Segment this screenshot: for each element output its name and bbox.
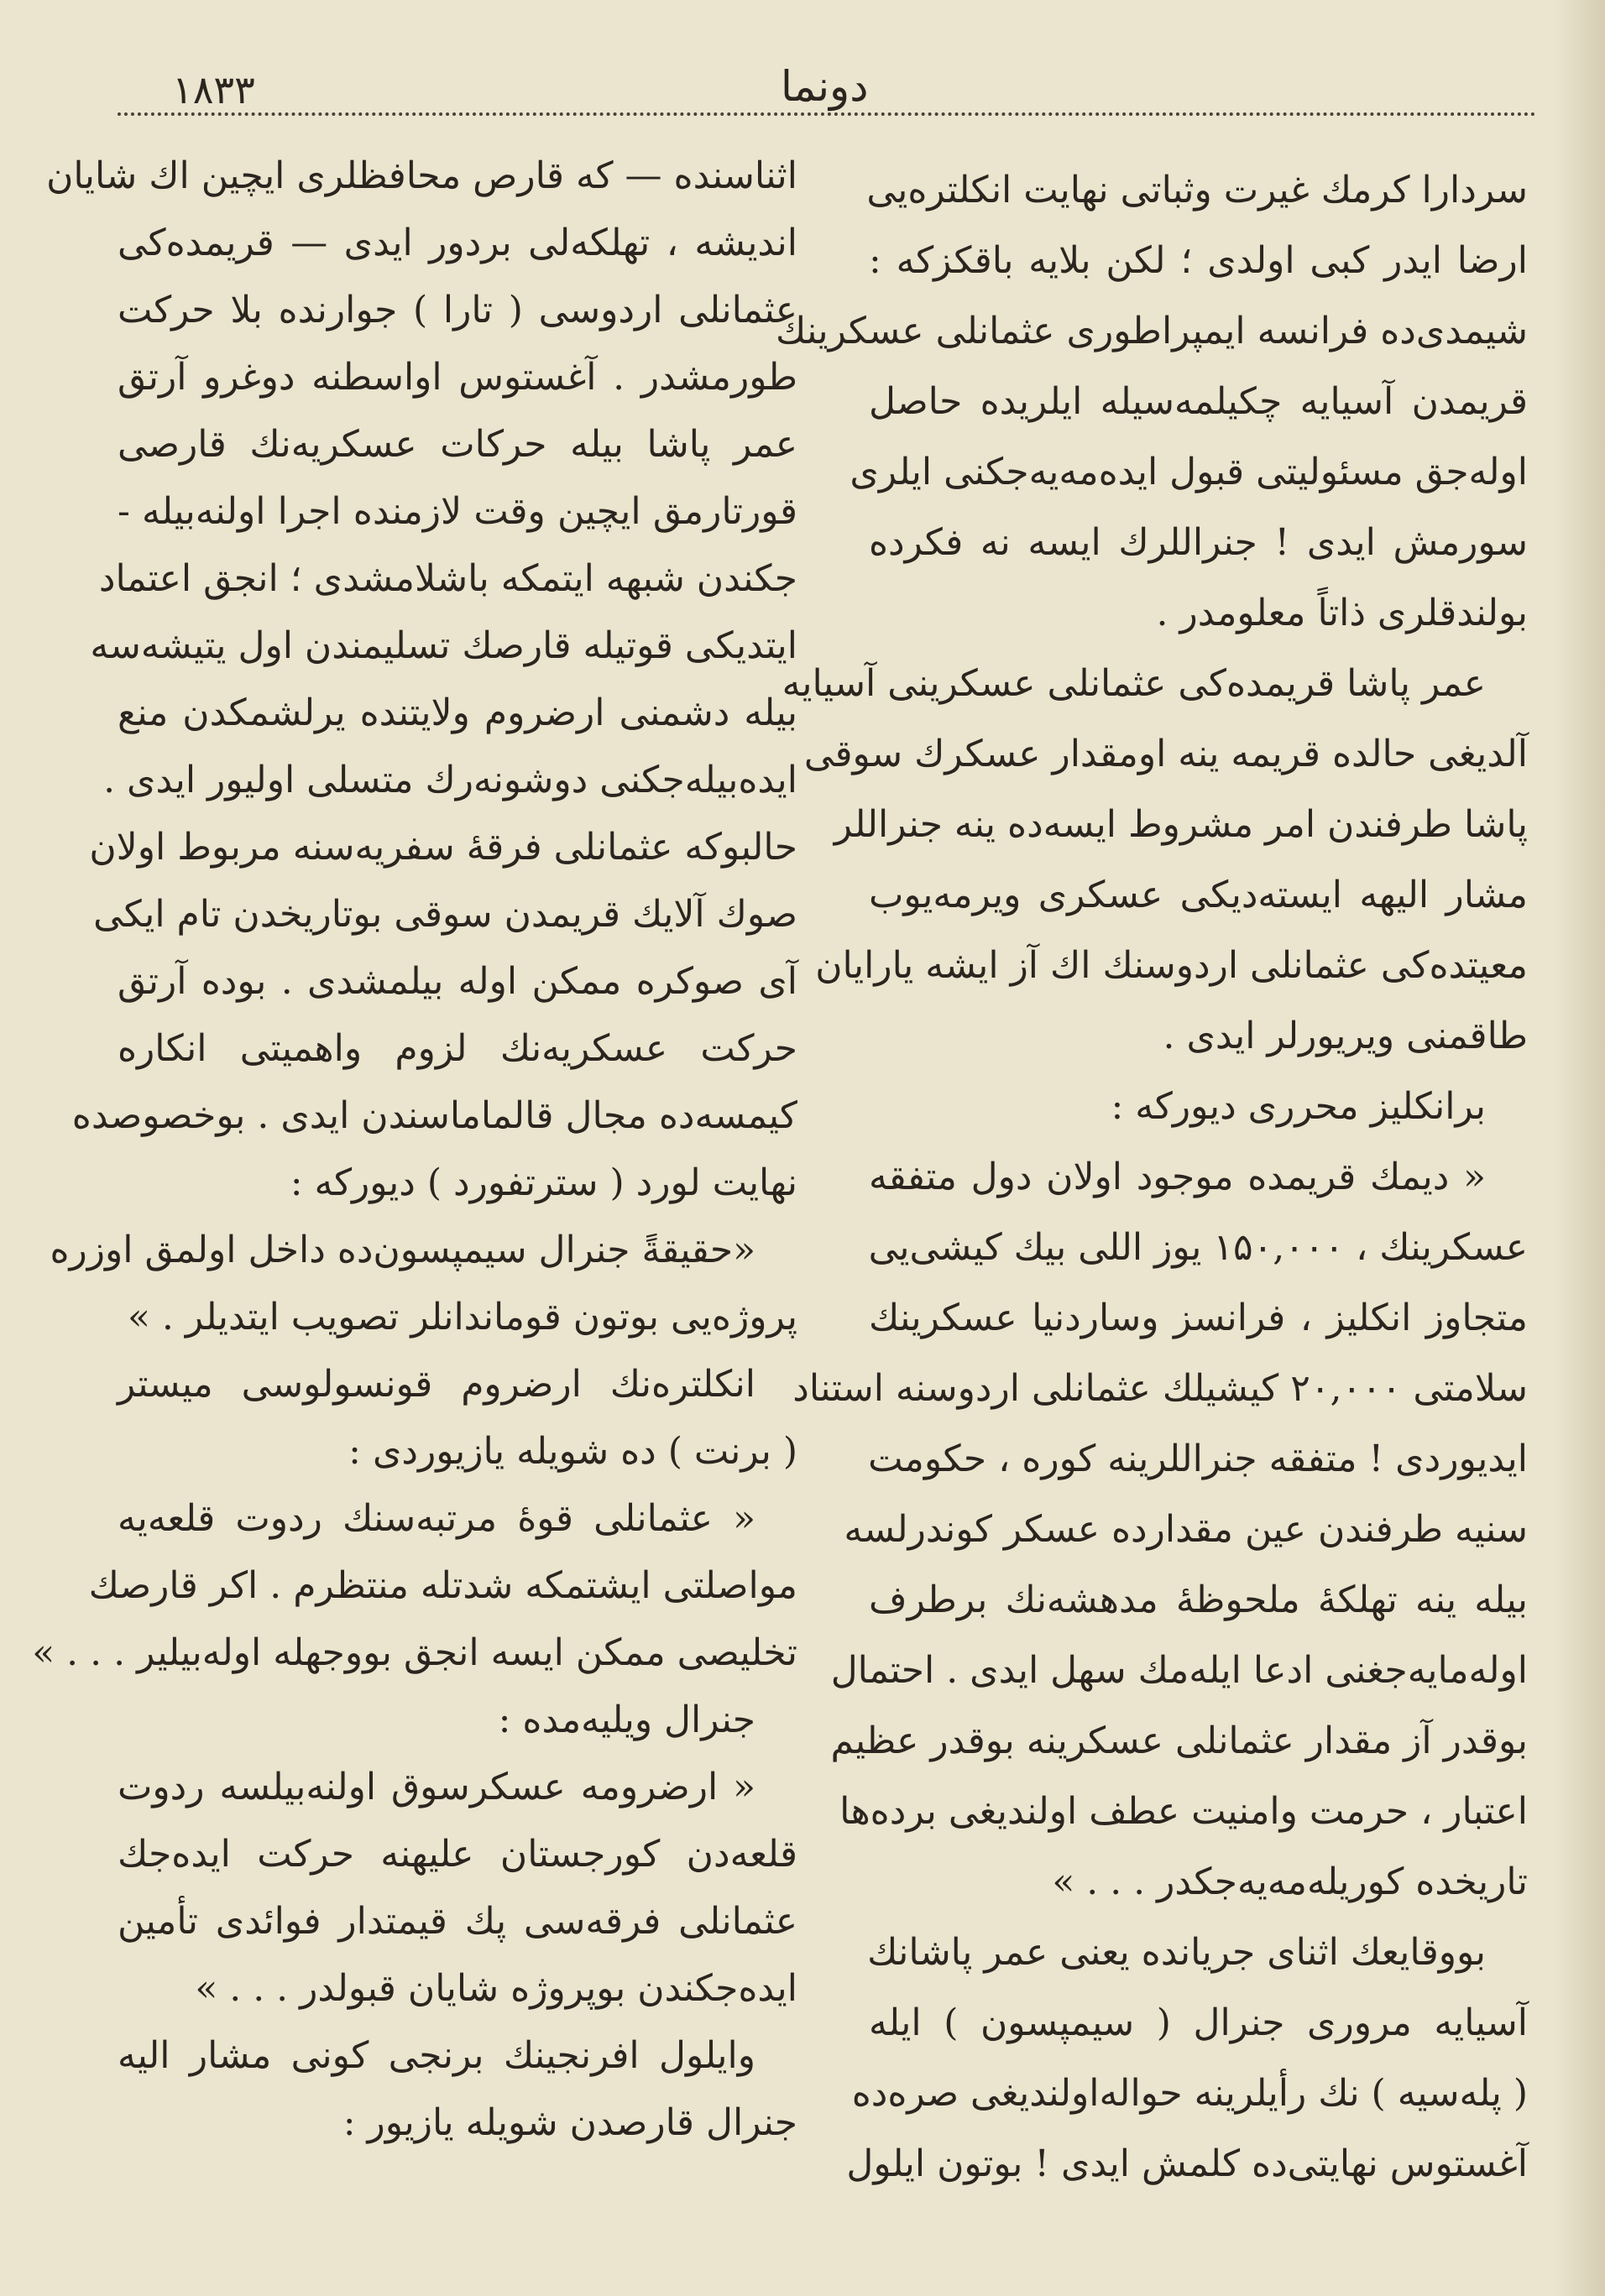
text-line: سورمش ایدی ! جنراللرك ایسه نه فکرده: [869, 521, 1528, 564]
text-line: عمر پاشا قریمده‌کی عثمانلی عسکرینی آسیایه: [782, 662, 1486, 705]
text-line: اثناسنده — که قارص محافظلری ایچین اك شایان: [46, 154, 797, 197]
text-line: پاشا طرفندن امر مشروط ایسه‌ده ینه جنراللر: [834, 803, 1528, 846]
page-edge-shadow: [1555, 0, 1605, 2296]
text-line: ( برنت ) ده شویله یازیوردی :: [348, 1430, 797, 1473]
text-line: « عثمانلی قوهٔ مرتبه‌سنك ردوت قلعه‌یه: [118, 1497, 755, 1540]
text-line: سردارا کرمك غیرت وثباتی نهایت انکلتره‌یی: [866, 169, 1528, 211]
right-text-column: [775, 155, 1528, 2199]
text-line: قریمدن آسیایه چکیلمه‌سیله ایلریده حاصل: [869, 380, 1528, 423]
text-line: انکلتره‌نك ارضروم قونسولوسی میستر: [118, 1363, 755, 1406]
text-line: جنرال ویلیه‌مده :: [498, 1699, 755, 1741]
text-line: صوك آلایك قریمدن سوقی بوتاریخدن تام ایکی: [93, 893, 797, 936]
text-line: حالبوکه عثمانلی فرقهٔ سفریه‌سنه مربوط اولان: [89, 826, 797, 869]
text-line: ایده‌جکندن بوپروژه شایان قبولدر . . . »: [195, 1967, 797, 2010]
text-line: بیله دشمنی ارضروم ولایتنده یرلشمکدن منع: [118, 691, 797, 734]
text-line: اوله‌جق مسئولیتی قبول ایده‌مه‌یه‌جکنی ایلری: [850, 451, 1528, 493]
text-line: عثمانلی فرقه‌سی پك قیمتدار فوائدی تأمین: [118, 1900, 797, 1943]
text-line: کیمسه‌ده مجال قالماماسندن ایدی . بوخصوصده: [71, 1094, 797, 1137]
text-line: عسکرینك ، ۱۵۰,۰۰۰ یوز اللی بیك کیشی‌یی: [868, 1226, 1528, 1269]
text-line: اعتبار ، حرمت وامنیت عطف اولندیغی برده‌ها: [839, 1790, 1528, 1833]
text-line: ارضا ایدر کبی اولدی ؛ لکن بلایه باقکزکه :: [869, 239, 1528, 282]
text-line: حرکت عسکریه‌نك لزوم واهمیتی انکاره: [118, 1027, 797, 1070]
text-line: وایلول افرنجینك برنجی کونی مشار الیه: [118, 2034, 755, 2077]
text-line: بوقدر آز مقدار عثمانلی عسکرینه بوقدر عظیم: [830, 1719, 1528, 1762]
text-line: ایتدیکی قوتیله قارصك تسلیمندن اول یتیشه‌سه: [90, 624, 797, 667]
text-line: جنرال قارصدن شویله یازیور :: [342, 2101, 797, 2144]
text-line: بووقایعك اثنای جریانده یعنی عمر پاشانك: [867, 1931, 1486, 1974]
text-line: بولندقلری ذاتاً معلومدر .: [1156, 592, 1528, 634]
text-line: عمر پاشا بیله حرکات عسکریه‌نك قارصی: [118, 423, 797, 466]
text-line: طورمشدر . آغستوس اواسطنه دوغرو آرتق: [118, 356, 797, 399]
text-line: آسیایه مروری جنرال ( سیمپسون ) ایله: [869, 2001, 1528, 2044]
text-line: ( پله‌سیه ) نك رأیلرینه حواله‌اولندیغی صره‌ده: [851, 2072, 1528, 2115]
text-line: بیله ینه تهلکهٔ ملحوظهٔ مدهشه‌نك برطرف: [869, 1578, 1528, 1621]
running-title: دونما: [781, 62, 869, 111]
text-line: نهایت لورد ( سترتفورد ) دیورکه :: [290, 1161, 797, 1204]
text-line: مواصلتی ایشتمکه شدتله منتظرم . اکر قارصك: [88, 1564, 797, 1607]
left-text-column: [32, 143, 797, 2157]
text-line: قورتارمق ایچین وقت لازمنده اجرا اولنه‌بیله -: [118, 490, 797, 533]
text-line: اندیشه ، تهلکه‌لی بردور ایدی — قریمده‌کی: [118, 222, 797, 264]
text-line: پروژه‌یی بوتون قوماندانلر تصویب ایتدیلر . »: [128, 1296, 797, 1338]
text-line: شیمدی‌ده فرانسه ایمپراطوری عثمانلی عسکرینك: [775, 310, 1528, 352]
text-line: آلدیغی حالده قریمه ینه اومقدار عسکرك سوقی: [803, 733, 1528, 775]
text-line: آغستوس نهایتی‌ده کلمش ایدی ! بوتون ایلول: [846, 2142, 1528, 2185]
text-line: عثمانلی اردوسی ( تارا ) جوارنده بلا حرکت: [118, 289, 797, 331]
text-line: طاقمنی ویریورلر ایدی .: [1163, 1015, 1528, 1057]
text-line: آی صوکره ممکن اوله بیلمشدی . بوده آرتق: [118, 960, 797, 1003]
text-line: سنیه طرفندن عین مقدارده عسکر کوندرلسه: [844, 1508, 1528, 1551]
text-line: متجاوز انکلیز ، فرانسز وساردنیا عسکرینك: [869, 1297, 1528, 1339]
text-line: معیتده‌کی عثمانلی اردوسنك اك آز ایشه یارایان: [815, 944, 1528, 987]
page-number: ١٨٣٣: [172, 67, 255, 112]
text-line: « ارضرومه عسکرسوق اولنه‌بیلسه ردوت: [118, 1766, 755, 1808]
text-line: « دیمك قریمده موجود اولان دول متفقه: [869, 1156, 1486, 1198]
text-line: جکندن شبهه ایتمکه باشلامشدی ؛ انجق اعتماد: [98, 557, 797, 600]
text-line: سلامتی ۲۰,۰۰۰ کیشیلك عثمانلی اردوسنه استناد: [792, 1367, 1528, 1410]
header-dotted-rule: [118, 112, 1536, 116]
text-line: برانکلیز محرری دیورکه :: [1111, 1085, 1486, 1128]
text-line: ایده‌بیله‌جکنی دوشونه‌رك متسلی اولیور ایدی .: [103, 759, 797, 801]
text-line: مشار الیهه ایسته‌دیکی عسکری ویرمه‌یوب: [869, 874, 1528, 916]
text-line: اوله‌مایه‌جغنی ادعا ایله‌مك سهل ایدی . احتمال: [830, 1649, 1528, 1692]
text-line: قلعه‌دن کورجستان علیهنه حرکت ایده‌جك: [118, 1833, 797, 1876]
text-line: «حقیقةً جنرال سیمپسون‌ده داخل اولمق اوزره: [50, 1229, 755, 1271]
text-line: تخلیصی ممکن ایسه انجق بووجهله اوله‌بیلیر . . . »: [32, 1631, 797, 1674]
text-line: تاریخده کوریله‌مه‌یه‌جکدر . . . »: [1052, 1860, 1528, 1903]
text-line: ایدیوردی ! متفقه جنراللرینه کوره ، حکومت: [868, 1438, 1528, 1480]
